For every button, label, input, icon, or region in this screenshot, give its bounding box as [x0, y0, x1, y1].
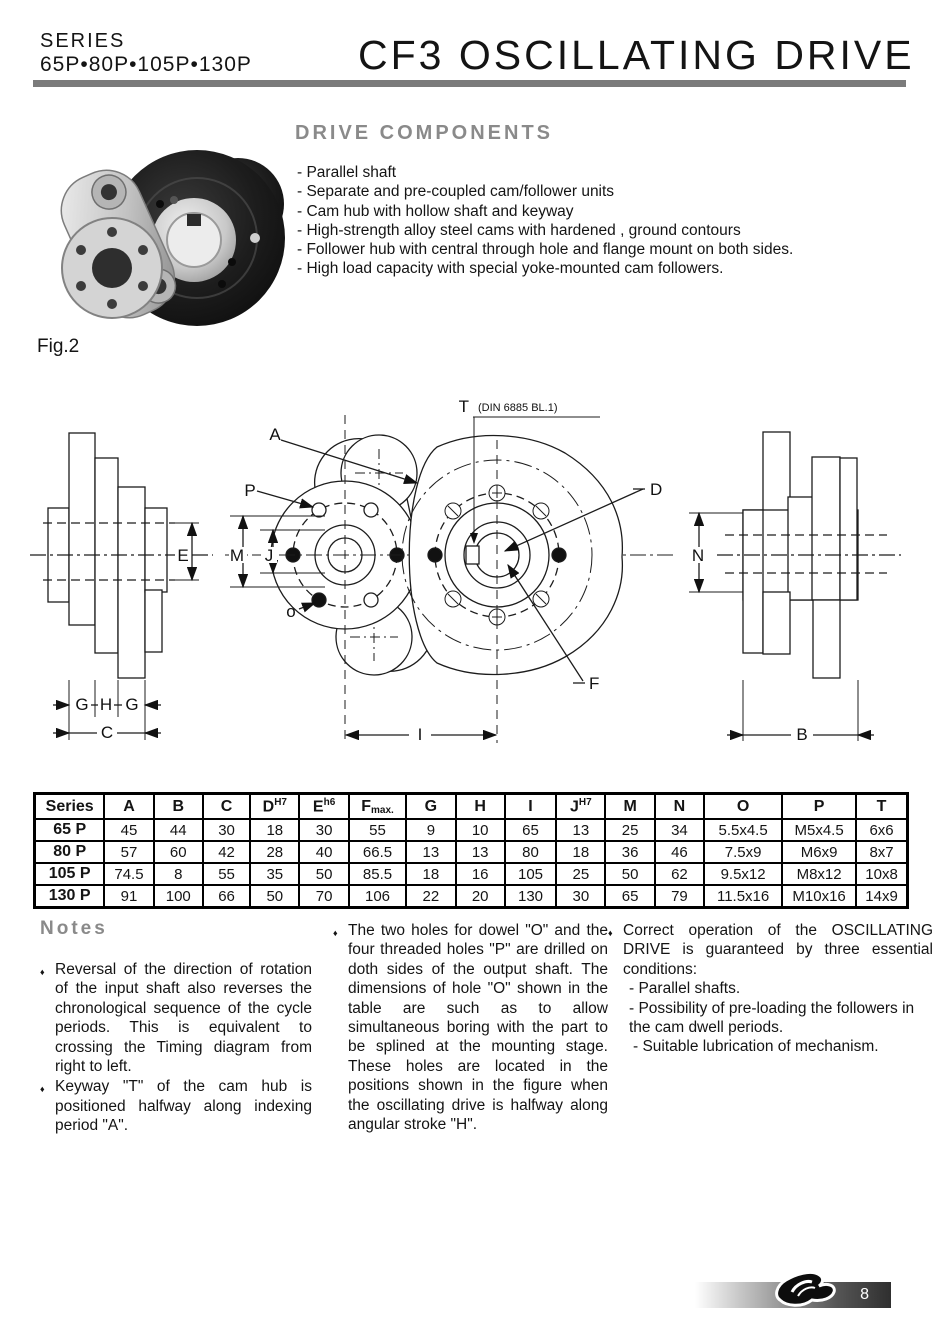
list-item: - High-strength alloy steel cams with hardened , ground contours — [297, 221, 741, 239]
cell: 10x8 — [856, 863, 907, 885]
cell: 7.5x9 — [704, 841, 782, 863]
cell: 8x7 — [856, 841, 907, 863]
figure-label: Fig.2 — [37, 336, 80, 357]
note-text: Reversal of the direction of rotation of the input shaft also reverses the chronological sequence of the cycle periods. This is equivalent to crossing the Timing diagram from right to left. — [55, 961, 312, 1076]
cell: 13 — [456, 841, 505, 863]
cell: 20 — [456, 885, 505, 908]
cell: 100 — [154, 885, 203, 908]
notes-heading: Notes — [40, 918, 108, 939]
table-row — [35, 863, 908, 885]
max-sub: max. — [370, 804, 394, 816]
cell: 65 — [505, 819, 556, 841]
header-text: O — [736, 797, 750, 815]
dim-label-c: C — [100, 723, 114, 742]
dim-label-g1: G — [75, 695, 89, 714]
col-header-g — [406, 794, 455, 820]
technical-drawing — [25, 385, 925, 765]
col-header-o — [704, 794, 782, 820]
cell: 70 — [299, 885, 348, 908]
header-text: H — [474, 797, 486, 815]
col-header-m — [605, 794, 654, 820]
header-divider — [33, 80, 906, 87]
cell: 22 — [406, 885, 455, 908]
cell: 45 — [104, 819, 153, 841]
series-models: 65P•80P•105P•130P — [40, 53, 252, 76]
header-text: T — [876, 797, 887, 815]
cell: 36 — [605, 841, 654, 863]
cell: M8x12 — [782, 863, 856, 885]
notes-column-3 — [608, 921, 933, 1058]
col-header-a — [104, 794, 153, 820]
header-text: D — [262, 798, 275, 816]
leader-label-t: T — [458, 397, 469, 416]
cell: 10 — [456, 819, 505, 841]
cell: 62 — [655, 863, 704, 885]
page-number: 8 — [860, 1286, 869, 1303]
header-text: N — [673, 797, 686, 815]
cell: 25 — [556, 863, 605, 885]
cell: 9 — [406, 819, 455, 841]
bullet-diamond-icon: ♦ — [333, 928, 338, 938]
keyway-din-note: (DIN 6885 BL.1) — [478, 402, 558, 414]
cell: M10x16 — [782, 885, 856, 908]
cell: 57 — [104, 841, 153, 863]
cell: 60 — [154, 841, 203, 863]
cell: 13 — [556, 819, 605, 841]
dimensions-table — [33, 792, 909, 909]
cell: 65 — [605, 885, 654, 908]
col-header-b — [154, 794, 203, 820]
cell: 11.5x16 — [704, 885, 782, 908]
cell: 79 — [655, 885, 704, 908]
dim-label-n: N — [691, 546, 705, 565]
cell: 50 — [250, 885, 299, 908]
cell: 30 — [203, 819, 250, 841]
drive-components-list — [297, 163, 927, 279]
series-label: SERIES — [40, 30, 126, 52]
cell: 18 — [556, 841, 605, 863]
header-text: C — [220, 797, 233, 815]
note-item — [608, 921, 933, 1057]
col-header-series — [35, 794, 105, 820]
note-text: The two holes for dowel "O" and the four threaded holes "P" are drilled on doth sides of the output shaft. The dimensions of hole "O" shown in the table are such as to allow simultaneous boring with the part to be splined at the mounting stage. These holes are located in the positions shown in the figure when the oscillating drive is halfway along angular stroke "H". — [348, 922, 608, 1134]
table-header-row — [35, 794, 908, 820]
cell: 44 — [154, 819, 203, 841]
header-text: A — [123, 797, 135, 815]
table-row — [35, 885, 908, 908]
table-row — [35, 841, 908, 863]
condition-item: - Suitable lubrication of mechanism. — [633, 1038, 879, 1056]
cell: 9.5x12 — [704, 863, 782, 885]
list-item: - Separate and pre-coupled cam/follower units — [297, 183, 615, 201]
note-text: Correct operation of the OSCILLATING DRIVE is guaranteed by three essential conditions: — [623, 922, 933, 978]
cell: 18 — [250, 819, 299, 841]
cell: 91 — [104, 885, 153, 908]
note-item — [40, 960, 312, 1076]
tolerance-sup: H7 — [578, 796, 592, 808]
list-item: - Cam hub with hollow shaft and keyway — [297, 202, 574, 220]
list-item: - High load capacity with special yoke-mounted cam followers. — [297, 260, 724, 278]
dim-label-g2: G — [125, 695, 139, 714]
cell: 18 — [406, 863, 455, 885]
col-header-f — [349, 794, 407, 820]
cell: 35 — [250, 863, 299, 885]
header-text: F — [361, 797, 371, 815]
cell: 25 — [605, 819, 654, 841]
list-item: - Follower hub with central through hole and flange mount on both sides. — [297, 241, 794, 259]
leader-label-f: F — [589, 674, 600, 693]
dim-label-e: E — [177, 546, 189, 565]
header-text: E — [312, 798, 324, 816]
cell: 66.5 — [349, 841, 407, 863]
cell: 14x9 — [856, 885, 907, 908]
leader-label-d: D — [650, 480, 663, 499]
header-text: I — [528, 797, 533, 815]
cell: 34 — [655, 819, 704, 841]
cell: 50 — [299, 863, 348, 885]
series-cell: 105 P — [35, 863, 105, 885]
cell: 46 — [655, 841, 704, 863]
cell: 40 — [299, 841, 348, 863]
cell: 74.5 — [104, 863, 153, 885]
leader-label-p: P — [244, 481, 256, 500]
series-block — [40, 30, 252, 77]
cell: 66 — [203, 885, 250, 908]
brand-logo-icon — [772, 1262, 838, 1316]
note-item — [40, 1077, 312, 1135]
col-header-i — [505, 794, 556, 820]
notes-column-1 — [40, 960, 312, 1137]
leader-label-o: o — [286, 602, 296, 621]
leader-label-a: A — [269, 425, 281, 444]
page-title: CF3 OSCILLATING DRIVE — [358, 32, 915, 78]
cell: 80 — [505, 841, 556, 863]
header-text: J — [569, 798, 579, 816]
col-header-n — [655, 794, 704, 820]
bullet-diamond-icon: ♦ — [608, 928, 613, 938]
cell: 105 — [505, 863, 556, 885]
cell: 16 — [456, 863, 505, 885]
header-text: Series — [45, 797, 94, 815]
series-cell: 65 P — [35, 819, 105, 841]
cell: 85.5 — [349, 863, 407, 885]
dim-label-h: H — [99, 695, 113, 714]
tolerance-sup: h6 — [323, 796, 336, 808]
drive-components-heading: DRIVE COMPONENTS — [295, 122, 554, 144]
header-text: G — [424, 797, 438, 815]
header-text: B — [172, 797, 185, 815]
note-text: Keyway "T" of the cam hub is positioned halfway along indexing period "A". — [55, 1078, 312, 1135]
bullet-diamond-icon: ♦ — [40, 1084, 45, 1095]
cell: 5.5x4.5 — [704, 819, 782, 841]
product-photo — [42, 142, 292, 334]
col-header-p — [782, 794, 856, 820]
dim-label-m: M — [229, 546, 245, 565]
col-header-c — [203, 794, 250, 820]
cell: 55 — [203, 863, 250, 885]
condition-item: - Possibility of pre-loading the followers in the cam dwell periods. — [629, 999, 915, 1037]
cell: 42 — [203, 841, 250, 863]
col-header-h — [456, 794, 505, 820]
col-header-e — [299, 794, 348, 820]
cell: 50 — [605, 863, 654, 885]
note-item — [333, 921, 608, 1134]
cell: 30 — [556, 885, 605, 908]
list-item: - Parallel shaft — [297, 164, 397, 181]
series-cell: 80 P — [35, 841, 105, 863]
cell: 30 — [299, 819, 348, 841]
col-header-j — [556, 794, 605, 820]
cell: 13 — [406, 841, 455, 863]
header-text: M — [623, 797, 637, 815]
dim-label-b: B — [796, 725, 808, 744]
cell: 6x6 — [856, 819, 907, 841]
condition-item: - Parallel shafts. — [629, 980, 741, 998]
header-text: P — [813, 797, 825, 815]
notes-column-2 — [333, 921, 608, 1135]
cell: 8 — [154, 863, 203, 885]
series-cell: 130 P — [35, 885, 105, 908]
dim-label-i: I — [417, 725, 423, 744]
cell: M6x9 — [782, 841, 856, 863]
cell: 106 — [349, 885, 407, 908]
bullet-diamond-icon: ♦ — [40, 967, 45, 977]
cam-follower-photo — [42, 142, 292, 334]
col-header-d — [250, 794, 299, 820]
dim-label-j: J — [264, 546, 274, 565]
cell: 55 — [349, 819, 407, 841]
tolerance-sup: H7 — [274, 796, 287, 808]
col-header-t — [856, 794, 907, 820]
cell: 28 — [250, 841, 299, 863]
cell: M5x4.5 — [782, 819, 856, 841]
table-row — [35, 819, 908, 841]
cell: 130 — [505, 885, 556, 908]
